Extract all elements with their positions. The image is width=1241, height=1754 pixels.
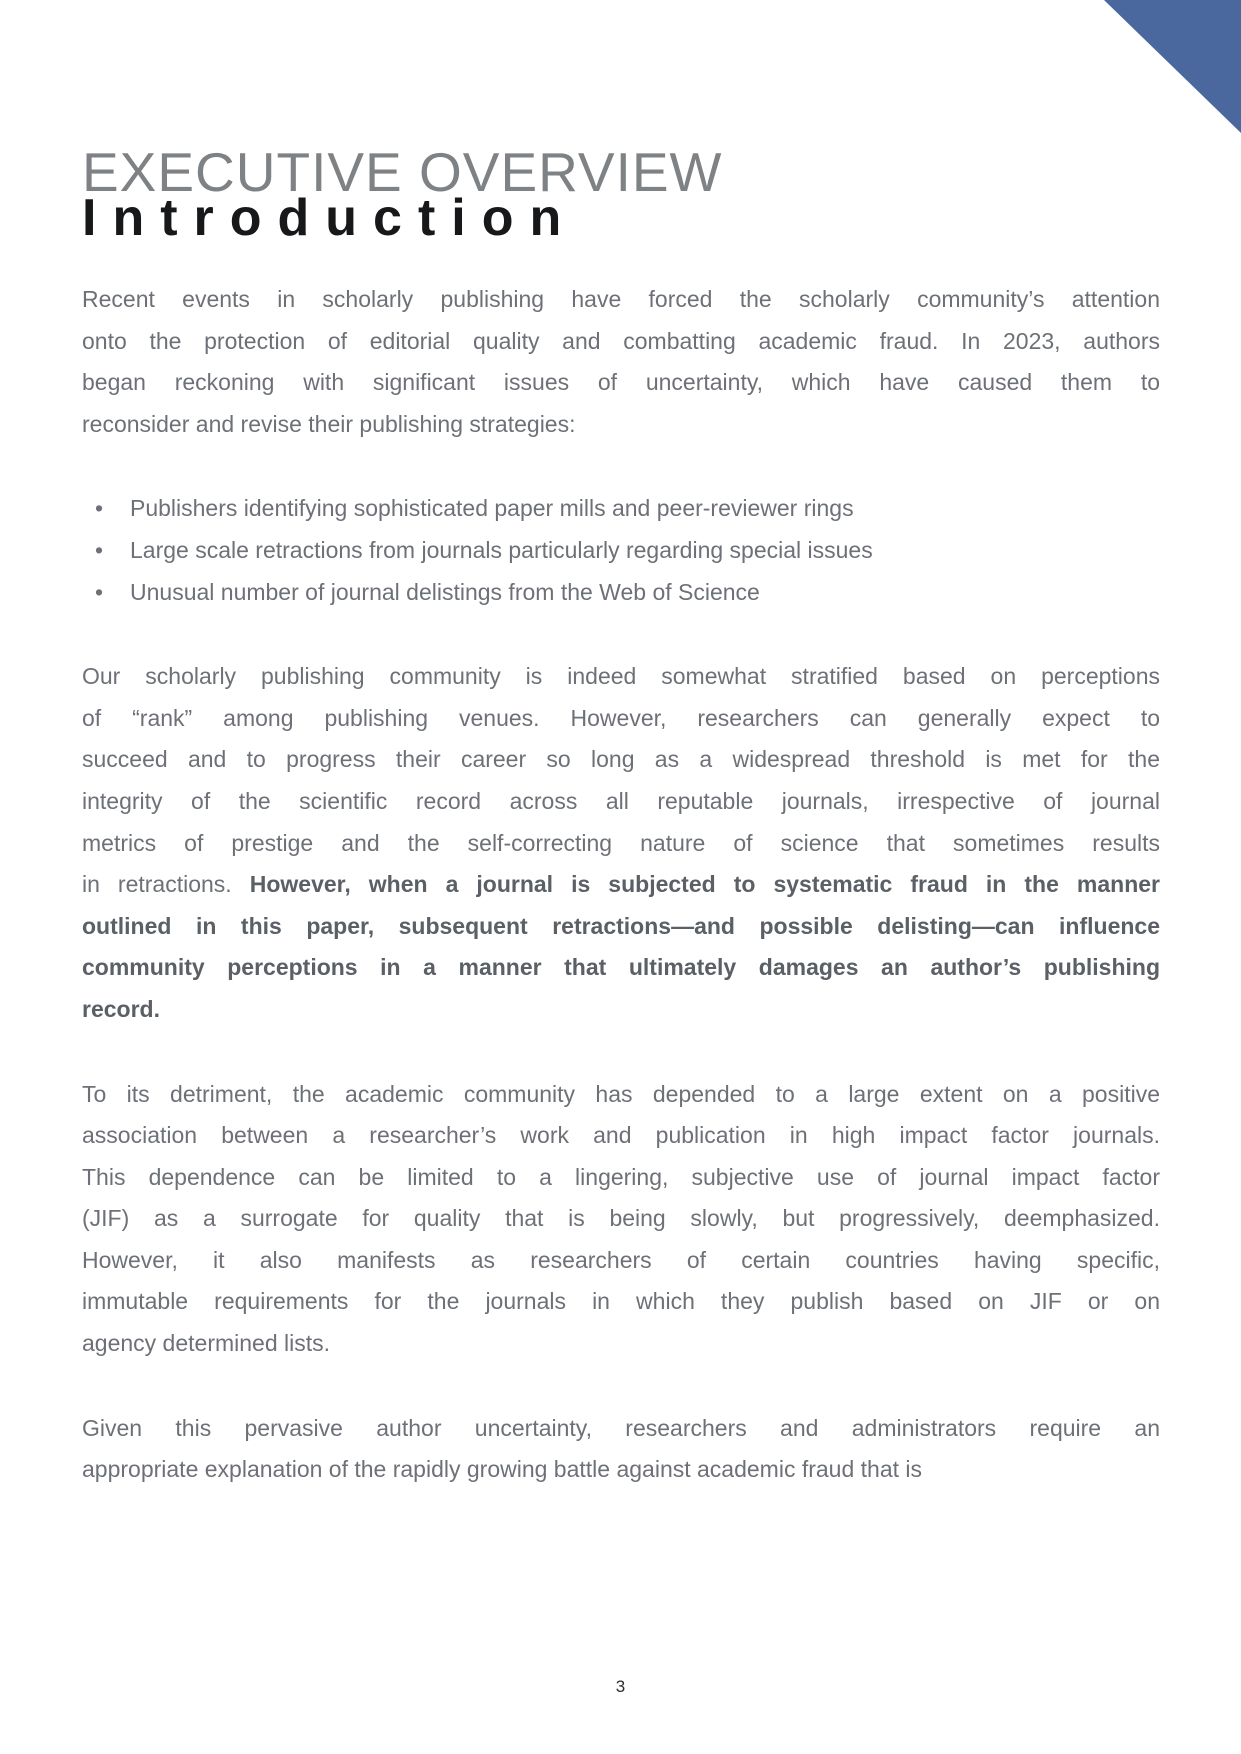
paragraph-line xyxy=(82,279,1160,321)
body-text: reconsider and revise their publishing strategies: xyxy=(82,410,576,437)
bold-text: outlined in this paper, subsequent retractions—and possible delisting—can influence xyxy=(82,912,1160,939)
paragraph-line xyxy=(82,1198,1160,1240)
paragraph-line xyxy=(82,656,1160,698)
paragraph-line xyxy=(82,989,1160,1031)
body-text: association between a researcher’s work and publication in high impact factor journals. xyxy=(82,1122,1160,1149)
body-text: (JIF) as a surrogate for quality that is being slowly, but progressively, deemphasized. xyxy=(82,1205,1160,1232)
body-text: Recent events in scholarly publishing have forced the scholarly community’s attention xyxy=(82,286,1160,312)
list-item xyxy=(82,488,1160,530)
paragraph-line xyxy=(82,698,1160,740)
paragraph xyxy=(82,279,1160,445)
section-kicker: EXECUTIVE OVERVIEW xyxy=(82,141,723,203)
paragraph-line xyxy=(82,823,1160,865)
paragraph-line xyxy=(82,1157,1160,1199)
paragraph xyxy=(82,1074,1160,1365)
body-text: in retractions. xyxy=(82,871,250,898)
body-text: This dependence can be limited to a lingering, subjective use of journal impact factor xyxy=(82,1163,1160,1190)
document-body xyxy=(82,279,1160,1491)
bullet-item-label: Unusual number of journal delistings from the Web of Science xyxy=(130,578,760,605)
body-text: succeed and to progress their career so long as a widespread threshold is met for the xyxy=(82,746,1160,773)
body-text: Given this pervasive author uncertainty, researchers and administrators require an xyxy=(82,1414,1160,1441)
body-text: appropriate explanation of the rapidly growing battle against academic fraud that is xyxy=(82,1456,923,1483)
bullet-item-label: Large scale retractions from journals particularly regarding special issues xyxy=(130,536,873,563)
page-column xyxy=(82,130,1160,1491)
body-text: metrics of prestige and the self-correcting nature of science that sometimes results xyxy=(82,829,1160,856)
bold-text: community perceptions in a manner that ultimately damages an author’s publishing xyxy=(82,954,1160,981)
body-text: agency determined lists. xyxy=(82,1330,331,1357)
paragraph-line xyxy=(82,781,1160,823)
bullet-icon: • xyxy=(95,536,104,563)
body-text: To its detriment, the academic community has depended to a large extent on a positive xyxy=(82,1080,1160,1107)
paragraph-line xyxy=(82,1323,1160,1365)
bold-text: record. xyxy=(82,995,160,1022)
body-text: However, it also manifests as researchers of certain countries having specific, xyxy=(82,1246,1160,1273)
page-title: Introduction xyxy=(82,189,578,247)
paragraph-line xyxy=(82,321,1160,363)
paragraph-line xyxy=(82,1115,1160,1157)
paragraph-line xyxy=(82,1449,1160,1491)
paragraph xyxy=(82,656,1160,1030)
page-number: 3 xyxy=(615,1677,626,1696)
bold-text: However, when a journal is subjected to systematic fraud in the manner xyxy=(249,871,1160,898)
paragraph-line xyxy=(82,404,1160,446)
list-item xyxy=(82,572,1160,614)
paragraph-line xyxy=(82,739,1160,781)
bullet-icon: • xyxy=(95,495,104,522)
body-text: integrity of the scientific record across all reputable journals, irrespective of journal xyxy=(82,787,1160,814)
body-text: Our scholarly publishing community is indeed somewhat stratified based on perceptions xyxy=(82,663,1160,690)
paragraph-line xyxy=(82,864,1160,906)
body-text: immutable requirements for the journals in which they publish based on JIF or on xyxy=(82,1288,1160,1315)
bullet-list xyxy=(82,488,1160,613)
paragraph-line xyxy=(82,1074,1160,1116)
paragraph-line xyxy=(82,1281,1160,1323)
body-text: onto the protection of editorial quality and combatting academic fraud. In 2023, authors xyxy=(82,327,1160,354)
paragraph-line xyxy=(82,906,1160,948)
body-text: began reckoning with significant issues of uncertainty, which have caused them to xyxy=(82,369,1160,396)
paragraph xyxy=(82,1408,1160,1491)
paragraph-line xyxy=(82,947,1160,989)
paragraph-line xyxy=(82,1408,1160,1450)
body-text: of “rank” among publishing venues. However, researchers can generally expect to xyxy=(82,704,1160,731)
paragraph-line xyxy=(82,1240,1160,1282)
paragraph-line xyxy=(82,362,1160,404)
bullet-item-label: Publishers identifying sophisticated paper mills and peer-reviewer rings xyxy=(130,495,854,522)
list-item xyxy=(82,530,1160,572)
bullet-icon: • xyxy=(95,578,104,605)
corner-accent-triangle xyxy=(1104,0,1241,133)
